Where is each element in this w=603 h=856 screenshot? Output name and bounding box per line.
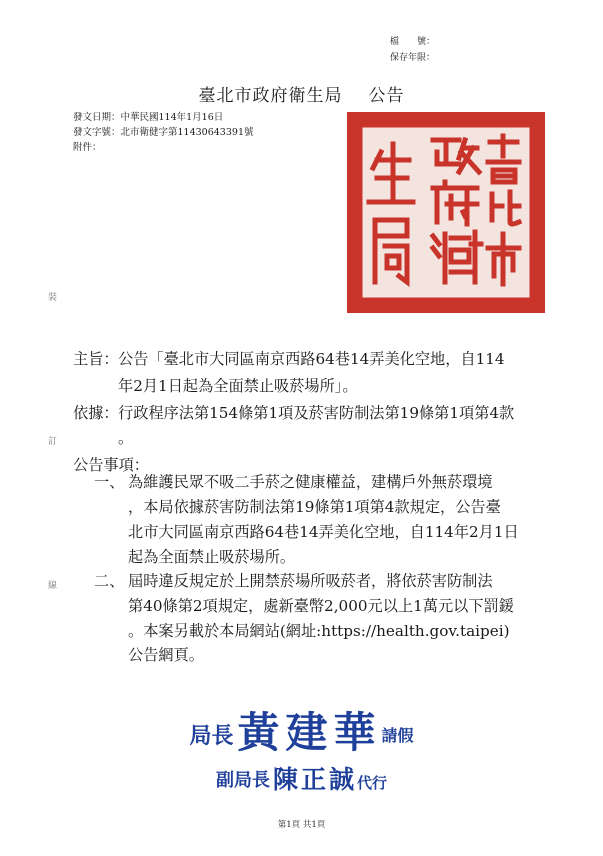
attachment-label: 附件： (73, 142, 102, 153)
item-2-line-4: 公告網頁。 (128, 646, 204, 664)
director-title: 局長 (189, 724, 234, 749)
binding-mark-bottom: 線 (48, 581, 58, 591)
document-type: 公告 (368, 86, 405, 106)
deputy-signature-stamp (0, 760, 603, 796)
binding-mark-middle: 訂 (48, 437, 58, 447)
item-1-line-1: 為維護民眾不吸二手菸之健康權益，建構戶外無菸環境 (128, 473, 493, 491)
item-2-line-3: 。本案另載於本局網站(網址:https://health.gov.taipei) (128, 622, 510, 640)
basis-line-2: 。 (118, 429, 134, 447)
item-2-marker: 二、 (94, 572, 125, 590)
document-number: 發文字號：北市衛健字第11430643391號 (73, 127, 254, 138)
item-2-line-2: 第40條第2項規定，處新臺幣2,000元以上1萬元以下罰鍰 (128, 597, 514, 615)
director-name: 黃建華 (237, 708, 382, 757)
announcement-items-heading: 公告事項： (73, 456, 149, 474)
deputy-title: 副局長 (215, 770, 270, 791)
item-2-line-1: 屆時違反規定於上開禁菸場所吸菸者，將依菸害防制法 (128, 572, 493, 590)
page-number: 第1頁 共1頁 (277, 820, 326, 830)
subject-label: 主旨： (73, 350, 119, 368)
official-seal-stamp (347, 112, 545, 313)
deputy-name: 陳正誠 (272, 765, 357, 794)
binding-mark-top: 裝 (48, 293, 58, 303)
director-signature-stamp (0, 700, 603, 760)
archive-number-label: 檔 號： (389, 37, 435, 47)
issuing-agency: 臺北市政府衛生局 (198, 86, 343, 106)
basis-label: 依據： (73, 404, 119, 422)
director-leave-note: 請假 (381, 726, 414, 745)
item-1-line-4: 起為全面禁止吸菸場所。 (128, 548, 296, 566)
deputy-acting-note: 代行 (357, 774, 388, 792)
subject-line-1: 公告「臺北市大同區南京西路64巷14弄美化空地，自114 (118, 350, 505, 368)
basis-line-1: 行政程序法第154條第1項及菸害防制法第19條第1項第4款 (118, 404, 515, 422)
subject-line-2: 年2月1日起為全面禁止吸菸場所」。 (118, 377, 358, 395)
retention-period-label: 保存年限： (389, 53, 435, 63)
issue-date: 發文日期：中華民國114年1月16日 (73, 112, 224, 123)
item-1-line-2: ，本局依據菸害防制法第19條第1項第4款規定，公告臺 (128, 498, 501, 516)
page-title (0, 81, 603, 106)
item-1-line-3: 北市大同區南京西路64巷14弄美化空地，自114年2月1日 (128, 523, 519, 541)
item-1-marker: 一、 (94, 473, 125, 491)
